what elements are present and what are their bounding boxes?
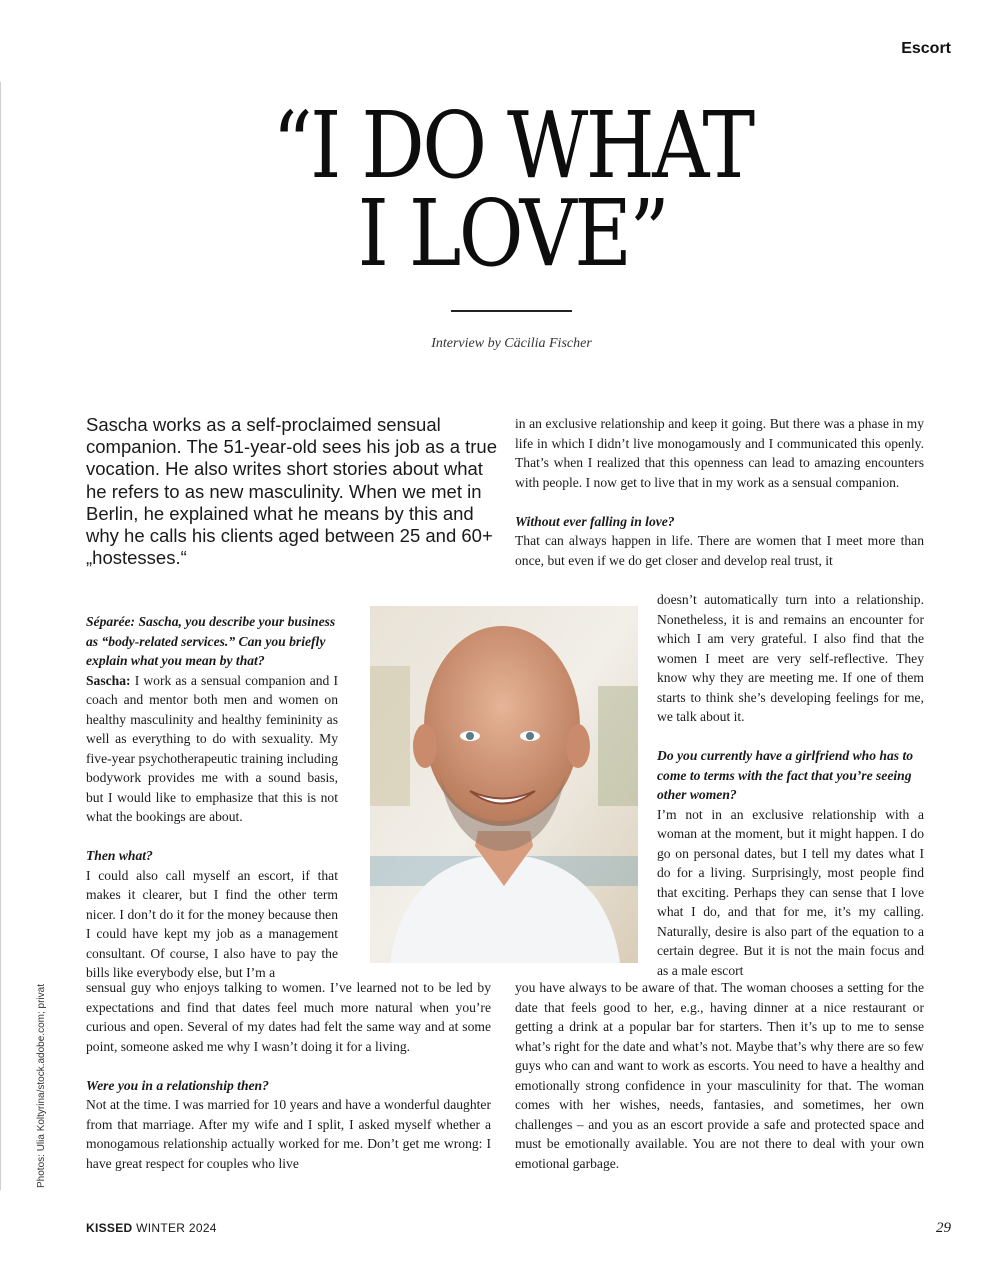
left-margin-rule bbox=[0, 82, 1, 1190]
portrait-photo bbox=[370, 606, 638, 963]
page-number: 29 bbox=[936, 1220, 951, 1236]
section-label: Escort bbox=[901, 40, 951, 57]
question-4: Without ever falling in love? bbox=[515, 513, 675, 529]
footer-issue bbox=[86, 1221, 217, 1235]
paragraph-continued: in an exclusive relationship and keep it going. But there was a phase in my life in which I didn’t live monogamously and I communicated this openly. That’s when I realized that this openness can lead to amazing encounters with people. I now get to live that in my work as a sensual companion. bbox=[515, 416, 924, 490]
portrait-image bbox=[370, 606, 638, 963]
question-3: Were you in a relationship then? bbox=[86, 1077, 269, 1093]
magazine-name: KISSED bbox=[86, 1221, 133, 1235]
right-column-bottom bbox=[515, 978, 924, 1173]
title-divider bbox=[451, 310, 572, 312]
answer-3: Not at the time. I was married for 10 years and have a wonderful daughter from that marriage. After my wife and I split, I asked myself whether a monogamous relationship actually worked for me. Don’t get me wrong: I have great respect for couples who live bbox=[86, 1097, 491, 1171]
title-line-1: “I DO WHAT bbox=[272, 92, 753, 199]
answer-2: I could also call myself an escort, if that makes it clearer, but I find the other term nicer. I don’t do it for the money because then I could have kept my job as a management consultant. Of course, I also have to pay the bills like everybody else, but I’m a bbox=[86, 867, 338, 980]
answer-2-continued: sensual guy who enjoys talking to women. I’ve learned not to be led by expectations and find that dates feel much more natural when you’re curious and open. Several of my dates had felt the same way and at some point, someone asked me why I wasn’t doing it for a living. bbox=[86, 980, 491, 1054]
article-title bbox=[72, 92, 954, 287]
left-column-bottom bbox=[86, 978, 491, 1173]
left-column-top bbox=[86, 612, 338, 983]
lede-paragraph: Sascha works as a self-proclaimed sensual companion. The 51-year-old sees his job as a true vocation. He also writes short stories about what he refers to as new masculinity. When we met in Berlin, he explained what he means by this and why he calls his clients aged between 25 and 60+ „hostesses.“ bbox=[86, 414, 498, 569]
byline: Interview by Cäcilia Fischer bbox=[431, 336, 592, 351]
answer-5: I’m not in an exclusive relationship with a woman at the moment, but it might happen. I do go on personal dates, but I tell my dates what I do for a living. Surprisingly, most people find that exciting. Perhaps they can sense that I love what I do, and that for me, it’s my calling. Naturally, desire is also part of the equation to a certain degree. But it is not the main focus and as a male escort bbox=[657, 806, 924, 978]
answer-4-top: That can always happen in life. There are women that I meet more than once, but even if we do get closer and develop real trust, it bbox=[515, 533, 924, 568]
question-2: Then what? bbox=[86, 848, 153, 863]
speaker-label: Sascha: bbox=[86, 672, 131, 688]
photo-credit: Photos: Ulia Koltyrina/stock.adobe.com; privat bbox=[36, 984, 47, 1188]
answer-5-continued: you have always to be aware of that. The woman chooses a setting for the date that feels good to her, e.g., having dinner at a nice restaurant or getting a drink at a popular bar for starters. Then it’s up to me to sense what’s right for the date and what’s not. Maybe that’s why there are so few guys who can and want to work as escorts. You need to have a healthy and emotionally strong confidence in your masculinity for that. The woman comes with her wishes, needs, fantasies, and sometimes, her own challenges – and you as an escort provide a safe and protected space and must be emotionally available. You are not there to deal with your own emotional garbage. bbox=[515, 980, 924, 1171]
answer-1 bbox=[86, 671, 338, 827]
answer-4-rest: doesn’t automatically turn into a relationship. Nonetheless, it is and remains an encounter for which I am very grateful. I also find that the women I meet are very self-reflective. They know why they are meeting me. If one of them starts to think she’s developing feelings for me, we talk about it. bbox=[657, 592, 924, 724]
right-column-top bbox=[515, 414, 924, 570]
answer-1-text: I work as a sensual companion and I coach and mentor both men and women on healthy masculinity and healthy femininity as well as everything to do with sexuality. My five-year psychotherapeutic training including bodywork provides me with a sound basis, but I would like to emphasize that this is not what the bookings are about. bbox=[86, 672, 338, 824]
issue-label: WINTER 2024 bbox=[136, 1221, 217, 1235]
question-5: Do you currently have a girlfriend who has to come to terms with the fact that you’re seeing other women? bbox=[657, 748, 914, 802]
right-column-narrow bbox=[657, 590, 924, 980]
title-line-2: I LOVE” bbox=[357, 180, 668, 287]
question-1: Séparée: Sascha, you describe your business as “body-related services.” Can you briefly explain what you mean by that? bbox=[86, 614, 336, 668]
